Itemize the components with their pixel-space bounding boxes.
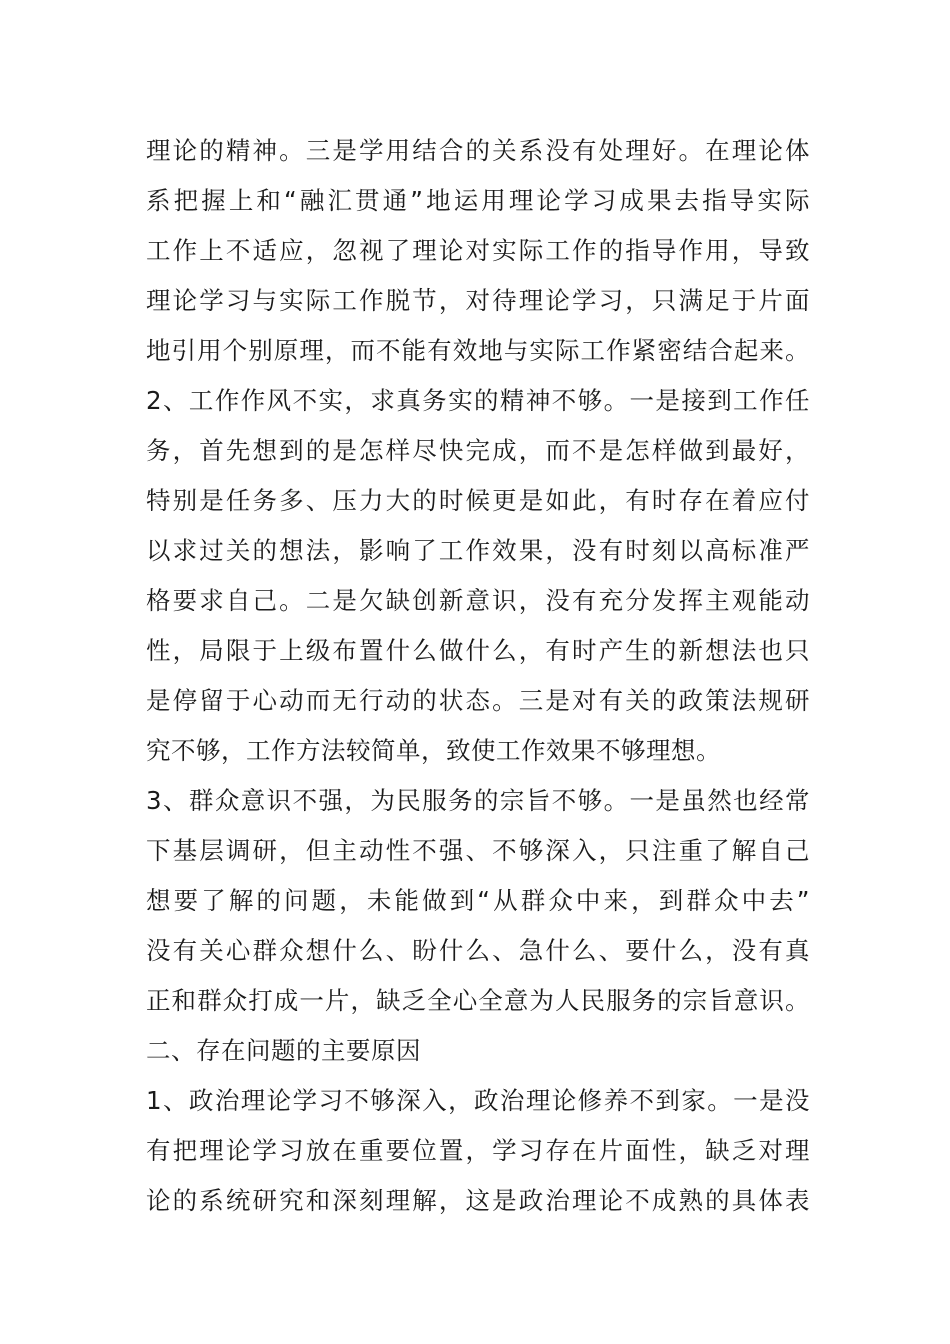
text-line-9: 以求过关的想法，影响了工作效果，没有时刻以高标准严 [146, 536, 810, 565]
text-line-4: 理论学习与实际工作脱节，对待理论学习，只满足于片面 [146, 286, 810, 315]
text-line-18: 正和群众打成一片，缺乏全心全意为人民服务的宗旨意识。 [146, 986, 810, 1015]
text-line-3: 工作上不适应，忽视了理论对实际工作的指导作用，导致 [146, 236, 810, 265]
text-line-11: 性，局限于上级布置什么做什么，有时产生的新想法也只 [146, 636, 810, 665]
text-line-6: 2、工作作风不实，求真务实的精神不够。一是接到工作任 [146, 386, 810, 415]
text-line-2: 系把握上和“融汇贯通”地运用理论学习成果去指导实际 [146, 186, 810, 215]
text-line-8: 特别是任务多、压力大的时候更是如此，有时存在着应付 [146, 486, 810, 515]
text-line-13: 究不够，工作方法较简单，致使工作效果不够理想。 [146, 736, 721, 765]
text-line-22: 论的系统研究和深刻理解，这是政治理论不成熟的具体表 [146, 1186, 810, 1215]
text-line-20: 1、政治理论学习不够深入，政治理论修养不到家。一是没 [146, 1086, 810, 1115]
text-line-16: 想要了解的问题，未能做到“从群众中来，到群众中去” [146, 886, 810, 915]
text-line-12: 是停留于心动而无行动的状态。三是对有关的政策法规研 [146, 686, 810, 715]
text-line-5: 地引用个别原理，而不能有效地与实际工作紧密结合起来。 [146, 336, 810, 365]
text-line-10: 格要求自己。二是欠缺创新意识，没有充分发挥主观能动 [146, 586, 810, 615]
section-heading: 二、存在问题的主要原因 [146, 1036, 421, 1065]
text-line-21: 有把理论学习放在重要位置，学习存在片面性，缺乏对理 [146, 1136, 810, 1165]
text-line-17: 没有关心群众想什么、盼什么、急什么、要什么，没有真 [146, 936, 810, 965]
text-line-7: 务，首先想到的是怎样尽快完成，而不是怎样做到最好， [146, 436, 810, 465]
text-line-15: 下基层调研，但主动性不强、不够深入，只注重了解自己 [146, 836, 810, 865]
text-line-14: 3、群众意识不强，为民服务的宗旨不够。一是虽然也经常 [146, 786, 810, 815]
text-line-1: 理论的精神。三是学用结合的关系没有处理好。在理论体 [146, 136, 810, 165]
